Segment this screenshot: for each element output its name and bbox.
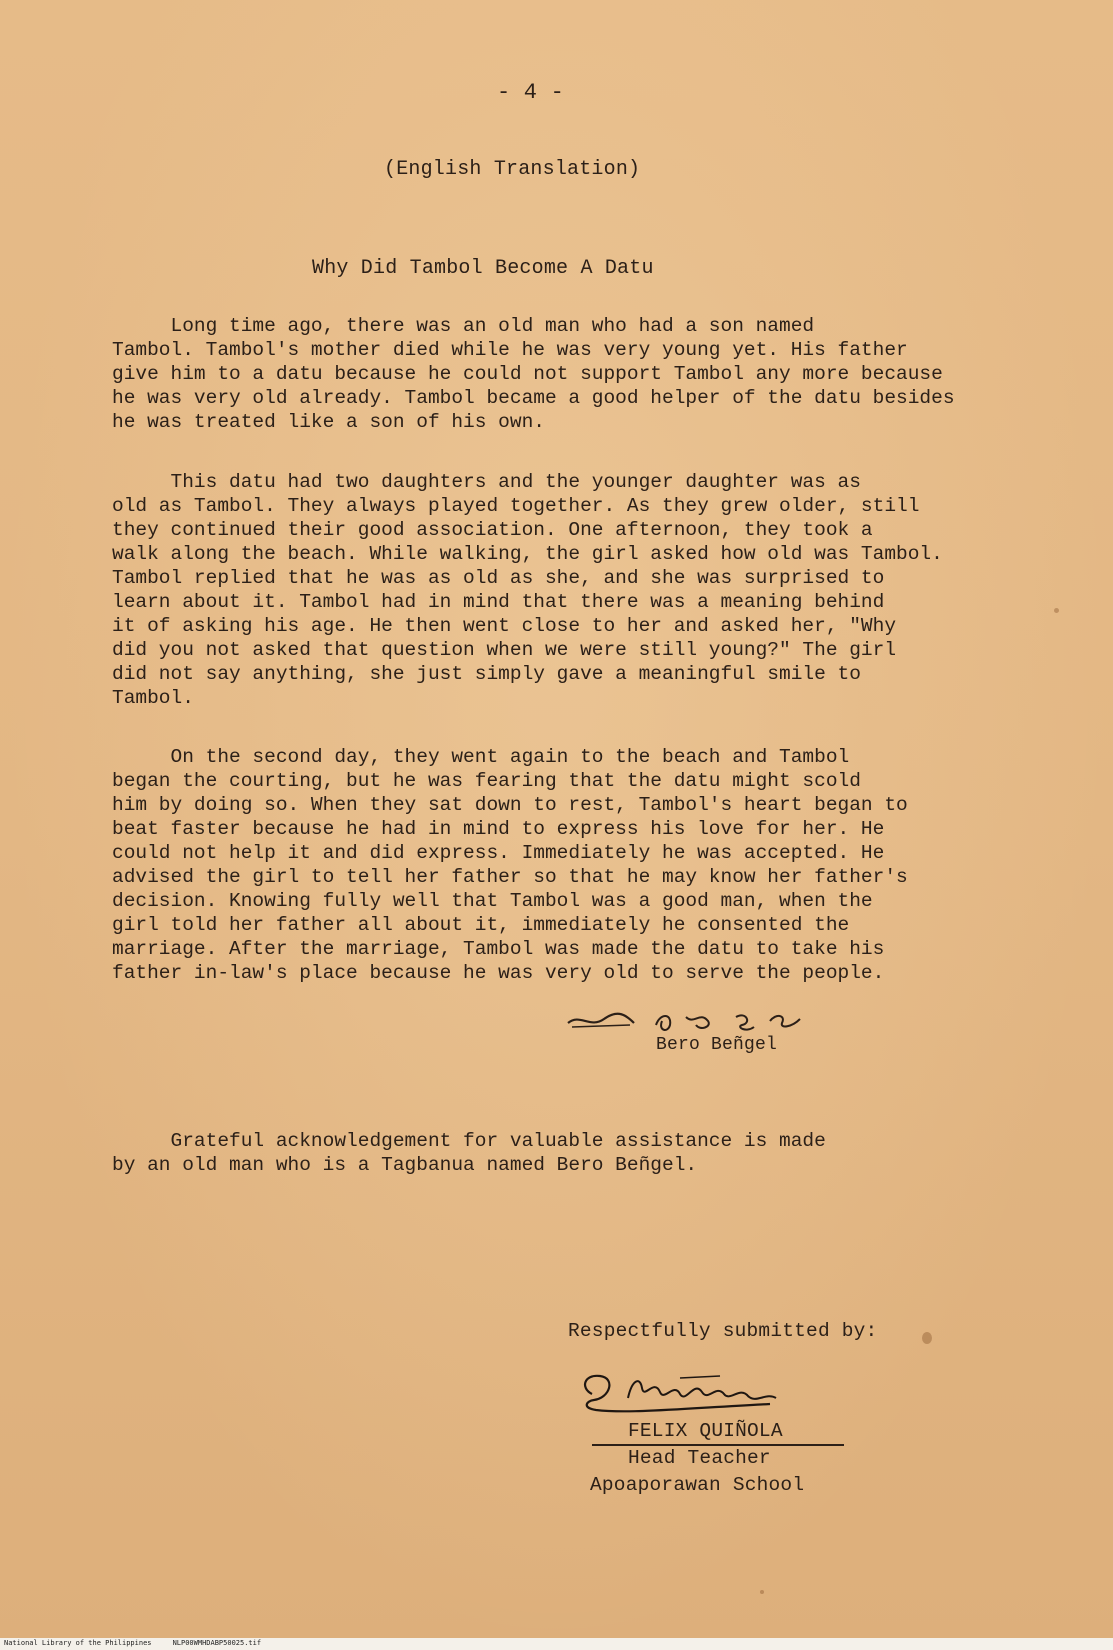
text-line: Long time ago, there was an old man who had a son named — [112, 315, 815, 337]
text-line: he was very old already. Tambol became a good helper of the datu besides — [112, 387, 955, 409]
text-line: he was treated like a son of his own. — [112, 411, 545, 433]
text-line: by an old man who is a Tagbanua named Bero Beñgel. — [112, 1154, 698, 1176]
page-number: - 4 - — [497, 80, 565, 105]
signatory-school: Apoaporawan School — [590, 1474, 805, 1496]
paragraph-1 — [112, 314, 1012, 434]
paragraph-2 — [112, 470, 1012, 710]
paper-stain — [1054, 608, 1059, 613]
paper-stain — [760, 1590, 764, 1594]
paper-stain — [922, 1332, 932, 1344]
text-line: walk along the beach. While walking, the girl asked how old was Tambol. — [112, 543, 943, 565]
translation-heading: (English Translation) — [384, 158, 641, 181]
text-line: girl told her father all about it, immediately he consented the — [112, 914, 850, 936]
text-line: they continued their good association. One afternoon, they took a — [112, 519, 873, 541]
text-line: Tambol. — [112, 687, 194, 709]
text-line: This datu had two daughters and the younger daughter was as — [112, 471, 861, 493]
text-line: give him to a datu because he could not support Tambol any more because — [112, 363, 943, 385]
text-line: old as Tambol. They always played together. As they grew older, still — [112, 495, 920, 517]
text-line: father in-law's place because he was very old to serve the people. — [112, 962, 885, 984]
text-line: advised the girl to tell her father so that he may know her father's — [112, 866, 908, 888]
text-line: Tambol replied that he was as old as she, and she was surprised to — [112, 567, 885, 589]
text-line: it of asking his age. He then went close to her and asked her, "Why — [112, 615, 897, 637]
text-line: learn about it. Tambol had in mind that there was a meaning behind — [112, 591, 885, 613]
story-title: Why Did Tambol Become A Datu — [312, 257, 654, 280]
text-line: began the courting, but he was fearing that the datu might scold — [112, 770, 861, 792]
text-line: marriage. After the marriage, Tambol was made the datu to take his — [112, 938, 885, 960]
signature-line — [592, 1444, 844, 1446]
submitted-by-label: Respectfully submitted by: — [568, 1320, 878, 1342]
paragraph-3 — [112, 745, 1012, 985]
acknowledgement-paragraph — [112, 1129, 1012, 1177]
text-line: Grateful acknowledgement for valuable assistance is made — [112, 1130, 826, 1152]
text-line: did not say anything, she just simply gave a meaningful smile to — [112, 663, 861, 685]
text-line: him by doing so. When they sat down to rest, Tambol's heart began to — [112, 794, 908, 816]
handwritten-signature — [570, 1358, 820, 1428]
informant-name: Bero Beñgel — [656, 1035, 778, 1055]
signatory-title: Head Teacher — [628, 1447, 771, 1469]
tagbanua-script-signature — [560, 1003, 830, 1039]
text-line: On the second day, they went again to the beach and Tambol — [112, 746, 850, 768]
text-line: could not help it and did express. Immediately he was accepted. He — [112, 842, 885, 864]
text-line: did you not asked that question when we were still young?" The girl — [112, 639, 897, 661]
scan-footer-label: National Library of the Philippines NLP00WMHDABP50025.tif — [4, 1639, 262, 1647]
signatory-name: FELIX QUIÑOLA — [628, 1420, 783, 1442]
text-line: Tambol. Tambol's mother died while he was very young yet. His father — [112, 339, 908, 361]
text-line: decision. Knowing fully well that Tambol was a good man, when the — [112, 890, 873, 912]
text-line: beat faster because he had in mind to express his love for her. He — [112, 818, 885, 840]
